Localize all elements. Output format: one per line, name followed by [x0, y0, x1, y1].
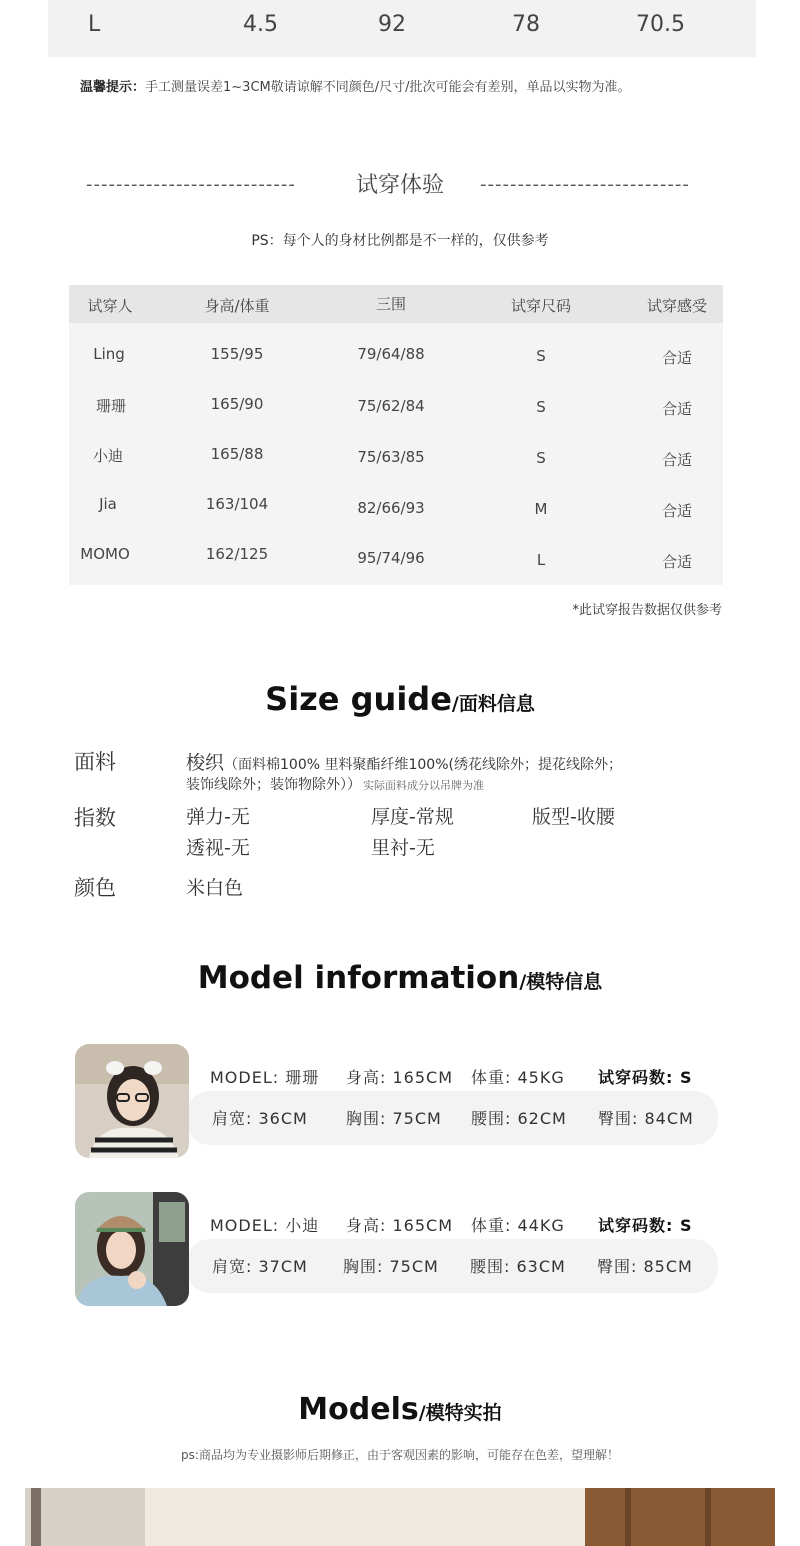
- table-cell: 75/63/85: [357, 448, 425, 466]
- model-name: MODEL: 小迪: [210, 1216, 320, 1235]
- note-label: 温馨提示：: [80, 80, 146, 95]
- model-height: 身高: 165CM: [346, 1068, 453, 1087]
- model-photo-illustration: [75, 1192, 189, 1306]
- table-cell: S: [536, 449, 546, 467]
- model-height: 身高: 165CM: [346, 1216, 453, 1235]
- measure-note: [80, 76, 631, 95]
- tryon-table: [69, 285, 723, 585]
- model-photo-preview: [25, 1488, 775, 1546]
- size-guide-heading: [0, 680, 800, 718]
- table-cell: 合适: [661, 349, 692, 367]
- model-name: MODEL: 珊珊: [210, 1068, 320, 1087]
- model-shoulder: 肩宽: 37CM: [212, 1257, 308, 1276]
- color-label: 颜色: [74, 876, 116, 900]
- tryon-title: 试穿体验: [355, 173, 444, 198]
- table-cell: 165/88: [210, 445, 264, 463]
- note-text: 手工测量误差1~3CM敬请谅解不同颜色/尺寸/批次可能会有差别，单品以实物为准。: [145, 80, 631, 95]
- tryon-footnote: *此试穿报告数据仅供参考: [572, 603, 722, 618]
- thickness-value: 厚度-常规: [371, 806, 454, 828]
- fabric-note: 实际面料成分以吊牌为准: [363, 779, 484, 792]
- size-value: 78: [512, 12, 540, 37]
- table-header-cell: 试穿尺码: [510, 297, 571, 315]
- model-info-title: Model information: [197, 960, 520, 996]
- fabric-line-1: [186, 748, 622, 775]
- models-ps: ps:商品均为专业摄影师后期修正，由于客观因素的影响，可能存在色差，望理解！: [181, 1448, 619, 1462]
- color-value: 米白色: [186, 877, 244, 899]
- divider-left: ----------------------------: [86, 174, 296, 194]
- size-table-row: [48, 0, 756, 57]
- model-hip: 臀围: 85CM: [597, 1257, 693, 1276]
- table-cell: Jia: [99, 495, 117, 513]
- size-guide-subtitle: /面料信息: [451, 693, 535, 715]
- fabric-name: 梭织: [186, 752, 225, 774]
- size-guide-title: Size guide: [265, 680, 452, 718]
- size-label: L: [88, 12, 101, 37]
- models-heading: [0, 1392, 800, 1427]
- table-header-cell: 试穿人: [87, 297, 133, 315]
- sheer-value: 透视-无: [186, 837, 250, 859]
- index-label: 指数: [74, 806, 116, 830]
- divider-right: ----------------------------: [480, 174, 690, 194]
- model-info-heading: [0, 960, 800, 996]
- model-photo-preview-illustration: [25, 1488, 775, 1546]
- table-cell: 162/125: [205, 545, 269, 563]
- models-title: Models: [298, 1392, 419, 1427]
- model-photo: [75, 1044, 189, 1158]
- size-value: 70.5: [636, 12, 685, 37]
- table-cell: 155/95: [210, 345, 264, 363]
- size-value: 4.5: [243, 12, 278, 37]
- table-cell: S: [536, 347, 546, 365]
- table-header-cell: 身高/体重: [204, 297, 270, 315]
- fabric-desc: （面料棉100% 里料聚酯纤维100%(绣花线除外；提花线除外；: [224, 757, 622, 773]
- model-info-subtitle: /模特信息: [519, 971, 603, 993]
- table-cell: 95/74/96: [357, 549, 425, 567]
- table-cell: 珊珊: [95, 397, 126, 415]
- table-cell: 75/62/84: [357, 397, 425, 415]
- tryon-ps: PS：每个人的身材比例都是不一样的，仅供参考: [251, 233, 549, 249]
- table-header-cell: 三围: [375, 295, 406, 313]
- fabric-label: 面料: [74, 750, 116, 774]
- model-chest: 胸围: 75CM: [343, 1257, 439, 1276]
- table-header-cell: 试穿感受: [646, 297, 707, 315]
- model-size: 试穿码数: S: [598, 1216, 693, 1235]
- lining-value: 里衬-无: [371, 837, 435, 859]
- table-cell: 82/66/93: [357, 499, 425, 517]
- model-chest: 胸围: 75CM: [346, 1109, 442, 1128]
- table-cell: 163/104: [205, 495, 269, 513]
- table-cell: 合适: [661, 400, 692, 418]
- table-cell: L: [536, 551, 546, 569]
- fabric-desc-2: 装饰线除外；装饰物除外））: [186, 777, 361, 793]
- table-cell: 合适: [661, 553, 692, 571]
- models-subtitle: /模特实拍: [418, 1402, 502, 1424]
- size-value: 92: [378, 12, 406, 37]
- model-waist: 腰围: 63CM: [470, 1257, 566, 1276]
- model-size: 试穿码数: S: [598, 1068, 693, 1087]
- table-cell: S: [536, 398, 546, 416]
- elastic-value: 弹力-无: [186, 806, 250, 828]
- table-cell: MOMO: [80, 545, 130, 563]
- table-cell: 79/64/88: [357, 345, 425, 363]
- table-cell: M: [534, 500, 548, 518]
- model-shoulder: 肩宽: 36CM: [212, 1109, 308, 1128]
- table-cell: 合适: [661, 502, 692, 520]
- model-weight: 体重: 45KG: [471, 1068, 565, 1087]
- model-photo: [75, 1192, 189, 1306]
- model-weight: 体重: 44KG: [471, 1216, 565, 1235]
- table-cell: 合适: [661, 451, 692, 469]
- table-cell: 小迪: [92, 447, 123, 465]
- table-cell: 165/90: [210, 395, 264, 413]
- model-waist: 腰围: 62CM: [471, 1109, 567, 1128]
- fabric-line-2: [186, 774, 484, 794]
- model-hip: 臀围: 84CM: [598, 1109, 694, 1128]
- fit-value: 版型-收腰: [532, 806, 615, 828]
- model-photo-illustration: [75, 1044, 189, 1158]
- table-cell: Ling: [93, 345, 125, 363]
